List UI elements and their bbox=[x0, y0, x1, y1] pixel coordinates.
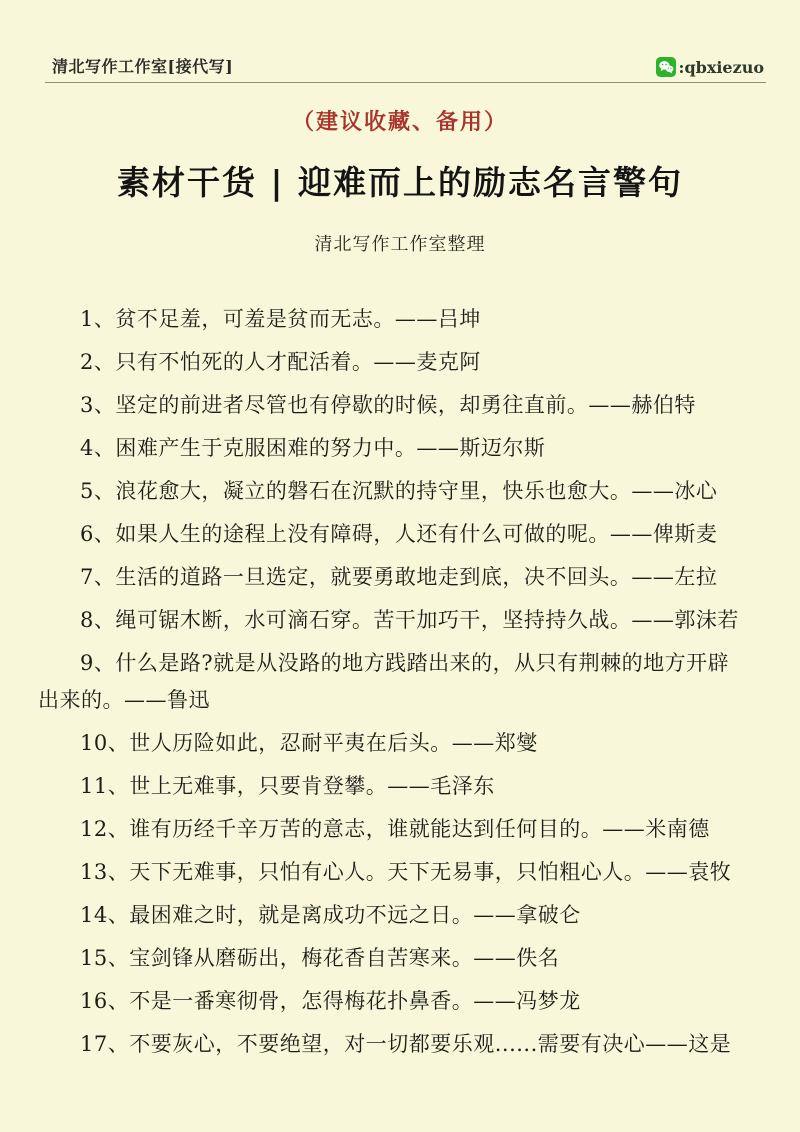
quote-item-2: 2、只有不怕死的人才配活着。——麦克阿 bbox=[80, 350, 481, 374]
quote-item-15: 15、宝剑锋从磨砺出，梅花香自苦寒来。——佚名 bbox=[80, 946, 560, 970]
quote-item-13: 13、天下无难事，只怕有心人。天下无易事，只怕粗心人。——袁牧 bbox=[80, 860, 732, 884]
brand-text: 清北写作工作室[接代写] bbox=[52, 57, 234, 76]
quote-item-8: 8、绳可锯木断，水可滴石穿。苦干加巧干，坚持持久战。——郭沫若 bbox=[80, 608, 739, 632]
quote-item-7: 7、生活的道路一旦选定，就要勇敢地走到底，决不回头。——左拉 bbox=[80, 565, 718, 589]
quote-item-17: 17、不要灰心，不要绝望，对一切都要乐观......需要有决心——这是 bbox=[80, 1032, 732, 1056]
wechat-icon bbox=[656, 57, 676, 77]
page-header bbox=[45, 0, 766, 83]
quote-item-11: 11、世上无难事，只要肯登攀。——毛泽东 bbox=[80, 774, 495, 798]
page-subtitle: 清北写作工作室整理 bbox=[314, 234, 486, 255]
quote-item-9: 9、什么是路?就是从没路的地方践踏出来的，从只有荆棘的地方开辟出来的。——鲁迅 bbox=[38, 651, 730, 712]
quote-item-1: 1、贫不足羞，可羞是贫而无志。——吕坤 bbox=[80, 307, 481, 331]
wechat-contact bbox=[656, 57, 764, 77]
quote-item-14: 14、最困难之时，就是离成功不远之日。——拿破仑 bbox=[80, 903, 581, 927]
quote-item-12: 12、谁有历经千辛万苦的意志，谁就能达到任何目的。——米南德 bbox=[80, 817, 710, 841]
quote-item-4: 4、困难产生于克服困难的努力中。——斯迈尔斯 bbox=[80, 436, 546, 460]
quote-item-6: 6、如果人生的途程上没有障碍，人还有什么可做的呢。——俾斯麦 bbox=[80, 522, 718, 546]
quote-item-10: 10、世人历险如此，忍耐平夷在后头。——郑燮 bbox=[80, 731, 538, 755]
quote-item-16: 16、不是一番寒彻骨，怎得梅花扑鼻香。——冯梦龙 bbox=[80, 989, 581, 1013]
page-title: 素材干货 | 迎难而上的励志名言警句 bbox=[117, 163, 683, 202]
collect-note: （建议收藏、备用） bbox=[291, 109, 508, 135]
quote-item-3: 3、坚定的前进者尽管也有停歇的时候，却勇往直前。——赫伯特 bbox=[80, 393, 696, 417]
wechat-handle-text: :qbxiezuo bbox=[678, 57, 764, 77]
quote-item-5: 5、浪花愈大，凝立的磐石在沉默的持守里，快乐也愈大。——冰心 bbox=[80, 479, 718, 503]
quote-list bbox=[0, 301, 800, 1063]
